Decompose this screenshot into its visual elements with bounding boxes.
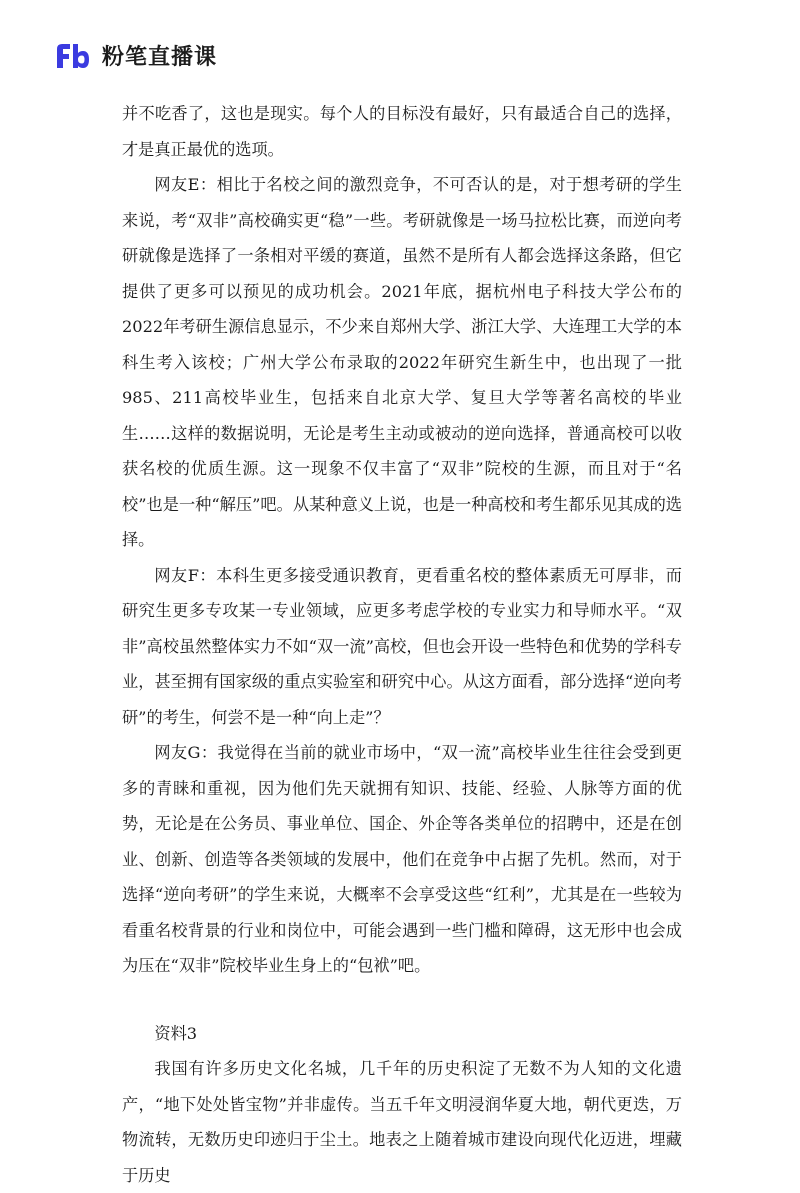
section-heading-material-3: 资料3 bbox=[154, 1023, 198, 1043]
paragraph-continued: 并不吃香了，这也是现实。每个人的目标没有最好，只有最适合自己的选择，才是真正最优的选项。 bbox=[122, 104, 682, 159]
paragraph-material-3: 我国有许多历史文化名城，几千年的历史积淀了无数不为人知的文化遗产，“地下处处皆宝物”并非虚传。当五千年文明浸润华夏大地，朝代更迭，万物流转，无数历史印迹归于尘土。地表之上随着城市建设向现代化迈进，埋藏于历史 bbox=[122, 1059, 682, 1185]
brand-name: 粉笔直播课 bbox=[102, 45, 218, 70]
page-header bbox=[54, 40, 217, 71]
fenbi-logo-icon bbox=[54, 41, 92, 71]
paragraph-netizen-f: 网友F：本科生更多接受通识教育，更看重名校的整体素质无可厚非，而研究生更多专攻某一专业领域，应更多考虑学校的专业实力和导师水平。“双非”高校虽然整体实力不如“双一流”高校，但也会开设一些特色和优势的学科专业，甚至拥有国家级的重点实验室和研究中心。从这方面看，部分选择“逆向考研”的考生，何尝不是一种“向上走”？ bbox=[122, 565, 682, 727]
paragraph-netizen-g: 网友G：我觉得在当前的就业市场中，“双一流”高校毕业生往往会受到更多的青睐和重视，因为他们先天就拥有知识、技能、经验、人脉等方面的优势，无论是在公务员、事业单位、国企、外企等各类单位的招聘中，还是在创业、创新、创造等各类领域的发展中，他们在竞争中占据了先机。然而，对于选择“逆向考研”的学生来说，大概率不会享受这些“红利”，尤其是在一些较为看重名校背景的行业和岗位中，可能会遇到一些门槛和障碍，这无形中也会成为压在“双非”院校毕业生身上的“包袱”吧。 bbox=[122, 743, 682, 975]
document-body bbox=[122, 96, 682, 1193]
section-spacer bbox=[122, 984, 682, 1016]
paragraph-netizen-e: 网友E：相比于名校之间的激烈竞争，不可否认的是，对于想考研的学生来说，考“双非”高校确实更“稳”一些。考研就像是一场马拉松比赛，而逆向考研就像是选择了一条相对平缓的赛道，虽然不是所有人都会选择这条路，但它提供了更多可以预见的成功机会。2021年底，据杭州电子科技大学公布的2022年考研生源信息显示，不少来自郑州大学、浙江大学、大连理工大学的本科生考入该校；广州大学公布录取的2022年研究生新生中，也出现了一批985、211高校毕业生，包括来自北京大学、复旦大学等著名高校的毕业生……这样的数据说明，无论是考生主动或被动的逆向选择，普通高校可以收获名校的优质生源。这一现象不仅丰富了“双非”院校的生源，而且对于“名校”也是一种“解压”吧。从某种意义上说，也是一种高校和考生都乐见其成的选择。 bbox=[122, 175, 682, 549]
